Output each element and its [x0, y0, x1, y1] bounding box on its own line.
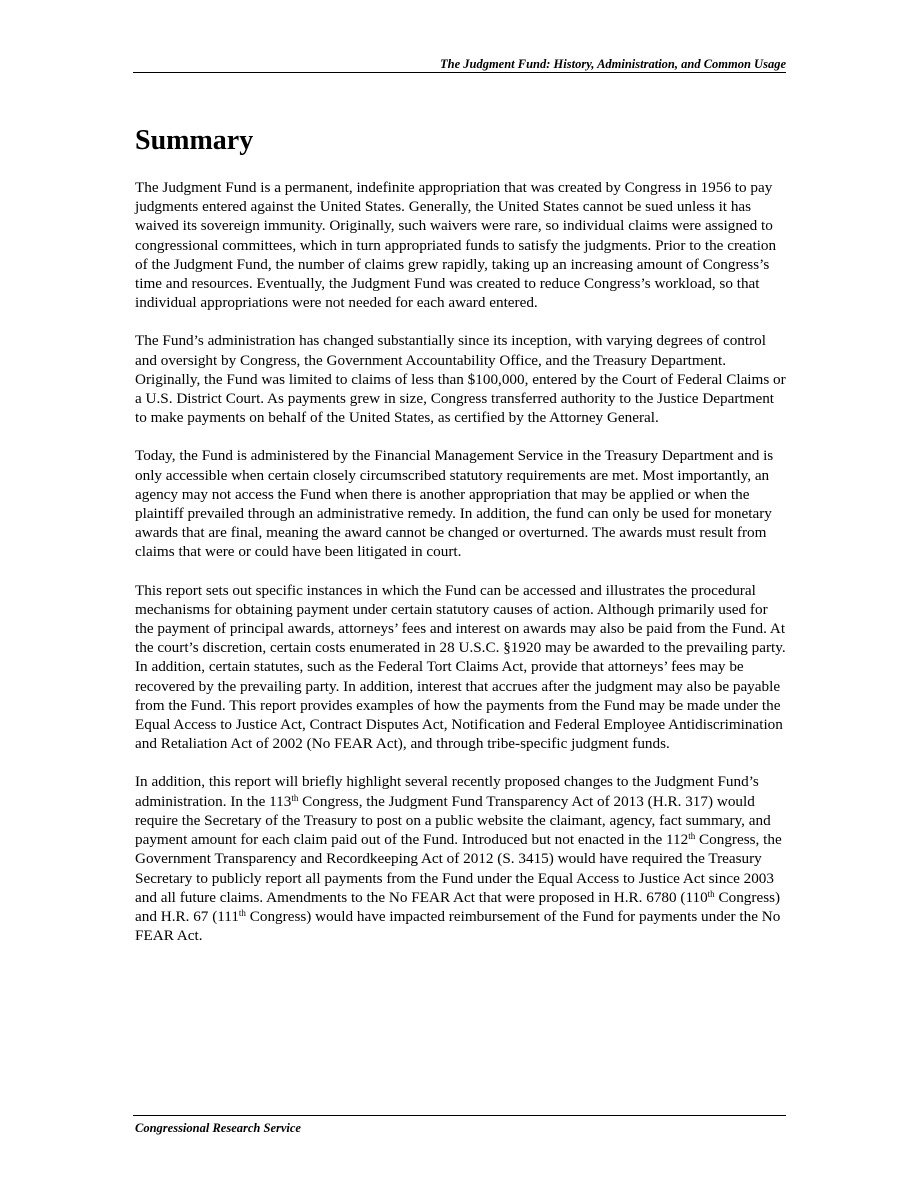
- paragraph-4: This report sets out specific instances in which the Fund can be accessed and illustrates the procedural mechanisms for obtaining payment under certain statutory causes of action. Although primarily used for the payment of principal awards, attorneys’ fees and interest on awards may also be paid from the Fund. At the court’s discretion, certain costs enumerated in 28 U.S.C. §1920 may be awarded to the prevailing party. In addition, certain statutes, such as the Federal Tort Claims Act, provide that attorneys’ fees may be recovered by the prevailing party. In addition, interest that accrues after the judgment may also be payable from the Fund. This report provides examples of how the payments from the Fund may be made under the Equal Access to Justice Act, Contract Disputes Act, Notification and Federal Employee Antidiscrimination and Retaliation Act of 2002 (No FEAR Act), and through tribe-specific judgment funds.: [135, 581, 786, 753]
- paragraph-2: The Fund’s administration has changed substantially since its inception, with varying degrees of control and oversight by Congress, the Government Accountability Office, and the Treasury Department. Originally, the Fund was limited to claims of less than $100,000, entered by the Court of Federal Claims or a U.S. District Court. As payments grew in size, Congress transferred authority to the Justice Department to make payments on behalf of the United States, as certified by the Attorney General.: [135, 332, 786, 427]
- paragraph-5-text-3: Congress, the Government Transparency and Recordkeeping Act of 2012 (S. 3415) would have required the Treasury Secretary to publicly report all payments from the Fund under the Equal Access to Justice Act since 2003 and all future claims. Amendments to the No FEAR Act that were proposed in H.R. 6780 (110: [135, 831, 782, 906]
- paragraph-5-text-1: In addition, this report will briefly highlight several recently proposed changes to the Judgment Fund’s administration. In the 113: [135, 773, 759, 810]
- superscript-th-1: th: [291, 792, 299, 803]
- superscript-th-2: th: [688, 831, 696, 842]
- paragraph-5-text-2: Congress, the Judgment Fund Transparency Act of 2013 (H.R. 317) would require the Secretary of the Treasury to post on a public website the claimant, agency, fact summary, and payment amount for each claim paid out of the Fund. Introduced but not enacted in the 112: [135, 792, 771, 849]
- summary-body: [135, 178, 787, 964]
- paragraph-5-text-5: Congress) would have impacted reimbursement of the Fund for payments under the No FEAR Act.: [135, 907, 781, 945]
- page-title: Summary: [135, 125, 254, 156]
- superscript-th-3: th: [707, 888, 715, 899]
- running-header: The Judgment Fund: History, Administration, and Common Usage: [439, 57, 786, 71]
- paragraph-5-text-4: Congress) and H.R. 67 (111: [135, 888, 781, 925]
- footer-publisher: Congressional Research Service: [135, 1121, 301, 1135]
- footer-rule: [133, 1115, 786, 1116]
- paragraph-5: [135, 772, 787, 945]
- header-rule: [133, 72, 786, 73]
- paragraph-1: The Judgment Fund is a permanent, indefinite appropriation that was created by Congress in 1956 to pay judgments entered against the United States. Generally, the United States cannot be sued unless it has waived its sovereign immunity. Originally, such waivers were rare, so individual claims were assigned to congressional committees, which in turn appropriated funds to satisfy the judgments. Prior to the creation of the Judgment Fund, the number of claims grew rapidly, taking up an increasing amount of Congress’s time and resources. Eventually, the Judgment Fund was created to reduce Congress’s workload, so that individual appropriations were not needed for each award entered.: [135, 179, 777, 312]
- superscript-th-4: th: [238, 907, 246, 918]
- paragraph-3: Today, the Fund is administered by the Financial Management Service in the Treasury Department and is only accessible when certain closely circumscribed statutory requirements are met. Most importantly, an agency may not access the Fund when there is another appropriation that may be applied or when the plaintiff prevailed through an administrative remedy. In addition, the fund can only be used for monetary awards that are final, meaning the award cannot be changed or overturned. The awards must result from claims that were or could have been litigated in court.: [135, 447, 774, 561]
